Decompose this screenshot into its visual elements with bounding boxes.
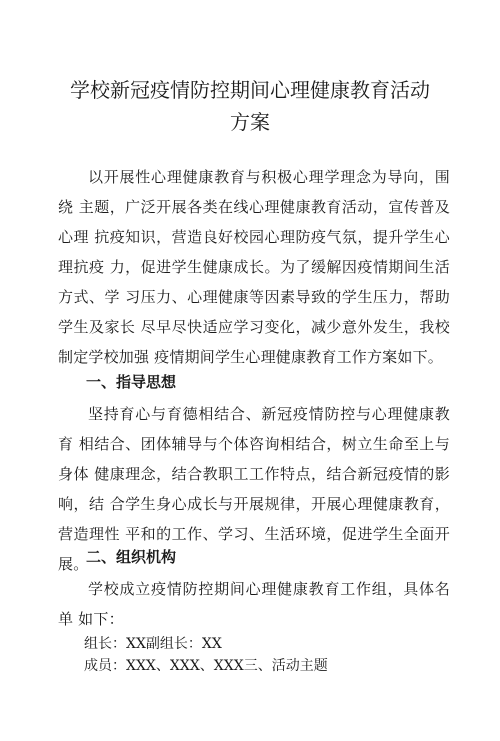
group-leaders-line: 组长：XX副组长：XX: [84, 636, 222, 652]
document-title-line-1: 学校新冠疫情防控期间心理健康教育活动: [70, 78, 430, 102]
intro-paragraph: 以开展性心理健康教育与积极心理学理念为导向，围绕 主题，广泛开展各类在线心理健康教育活动，宣传普及心理 抗疫知识，营造良好校园心理防疫气氛，提升学生心理抗疫 力，促进学生健康成长。为了缓解因疫情期间生活方式、学 习压力、心理健康等因素导致的学生压力，帮助学生及家长 尽早尽快适应学习变化，减少意外发生，我校制定学校加强 疫情期间学生心理健康教育工作方案如下。: [58, 168, 450, 366]
section-heading-guiding-thought: 一、指导思想: [86, 373, 177, 391]
document-title-line-2: 方案: [230, 110, 270, 134]
guiding-thought-paragraph: 坚持育心与育德相结合、新冠疫情防控与心理健康教育 相结合、团体辅导与个体咨询相结合，树立生命至上与身体 健康理念，结合教职工工作特点，结合新冠疫情的影响，结 合学生身心成长与开展规律，开展心理健康教育，营造理性 平和的工作、学习、生活环境，促进学生全面开展。: [58, 405, 450, 573]
organization-paragraph: 学校成立疫情防控期间心理健康教育工作组，具体名单 如下：: [58, 580, 450, 628]
group-members-line: 成员：XXX、XXX、XXX三、活动主题: [84, 658, 328, 674]
section-heading-organization: 二、组织机构: [86, 548, 177, 566]
